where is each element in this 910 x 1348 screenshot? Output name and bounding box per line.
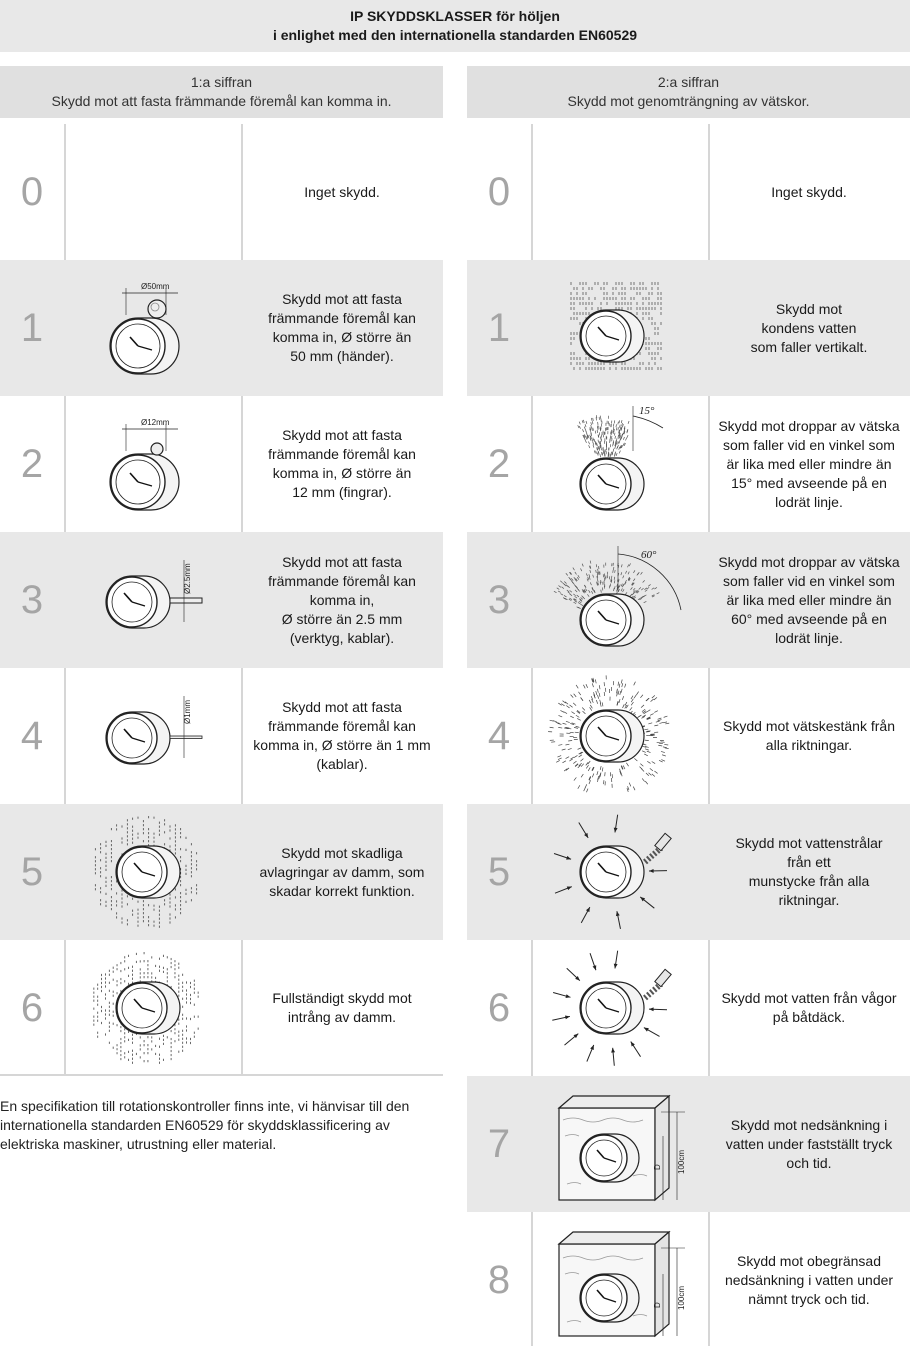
clock-vertical-drops-icon: [533, 260, 708, 396]
angle-label: 60°: [641, 549, 657, 561]
clock-submersion-tank-icon: [533, 1212, 708, 1348]
ip-second-row-7: [467, 1076, 910, 1212]
protection-description: Skydd mot obegränsad nedsänkning i vatten under nämnt tryck och tid.: [724, 1252, 894, 1307]
dimension-label: Ø12mm: [141, 418, 170, 427]
protection-description: Fullständigt skydd mot intrång av damm.: [272, 990, 412, 1025]
protection-description: Inget skydd.: [771, 183, 847, 200]
ip-second-row-5: [467, 804, 910, 940]
table-bottom-rule: [0, 1074, 443, 1076]
second-digit-subheading: Skydd mot genomträngning av vätskor.: [567, 93, 810, 109]
protection-description: Skydd mot skadliga avlagringar av damm, som skadar korrekt funktion.: [259, 844, 425, 899]
protection-description: Skydd mot kondens vatten som faller vertikalt.: [750, 300, 868, 355]
protection-description: Skydd mot att fasta främmande föremål kan komma in, Ø större än 50 mm (händer).: [268, 291, 416, 364]
ip-digit: 2: [487, 441, 511, 486]
depth-d-label: D: [653, 1302, 662, 1308]
ip-first-row-4: [0, 668, 443, 804]
depth-label: 100cm: [677, 1149, 686, 1174]
second-digit-column: [467, 66, 910, 1348]
ip-digit: 3: [487, 577, 511, 622]
ip-second-row-3: [467, 532, 910, 668]
second-digit-heading: 2:a siffran: [657, 74, 720, 90]
ip-digit: 8: [487, 1257, 511, 1302]
ip-first-row-2: [0, 396, 443, 532]
protection-description: Skydd mot nedsänkning i vatten under fastställt tryck och tid.: [725, 1116, 893, 1171]
depth-d-label: D: [653, 1164, 662, 1170]
protection-description: Skydd mot droppar av vätska som faller vid en vinkel som är lika med eller mindre än 60° med avseende på en lodrät linje.: [718, 553, 900, 646]
clock-splash-all-directions-icon: [533, 668, 708, 804]
ip-digit: 4: [20, 713, 44, 758]
ip-digit: 5: [487, 849, 511, 894]
ip-digit: 2: [20, 441, 44, 486]
protection-description: Skydd mot att fasta främmande föremål kan komma in, Ø större än 1 mm (kablar).: [253, 699, 431, 772]
ip-first-row-1: [0, 260, 443, 396]
ip-second-row-6: [467, 940, 910, 1076]
ip-second-row-2: [467, 396, 910, 532]
footnote: En specifikation till rotationskontroller finns inte, vi hänvisar till den internationella standarden EN60529 för skyddsklassificering av elektriska maskiner, utrustning eller material.: [0, 1098, 410, 1152]
ip-digit: 0: [20, 169, 44, 214]
protection-description: Inget skydd.: [304, 183, 380, 200]
ip-digit: 6: [487, 985, 511, 1030]
clock-with-12mm-sphere-icon: [66, 396, 241, 532]
ip-digit: 6: [20, 985, 44, 1030]
first-digit-heading: 1:a siffran: [190, 74, 253, 90]
angle-label: 15°: [639, 405, 655, 417]
ip-digit: 0: [487, 169, 511, 214]
clock-with-50mm-sphere-icon: [66, 260, 241, 396]
clock-with-1mm-wire-icon: [66, 668, 241, 804]
page-subtitle: i enlighet med den internationella standarden EN60529: [272, 27, 638, 43]
clock-15-degree-drops-icon: [533, 396, 708, 532]
ip-digit: 1: [487, 305, 511, 350]
clock-in-dust-icon: [66, 804, 241, 940]
protection-description: Skydd mot att fasta främmande föremål kan komma in, Ø större än 2.5 mm (verktyg, kablar).: [268, 553, 416, 646]
clock-water-jets-icon: [533, 804, 708, 940]
ip-first-row-0: [0, 124, 443, 260]
first-digit-header: [0, 66, 443, 118]
depth-label: 100cm: [677, 1285, 686, 1310]
dimension-label: Ø50mm: [141, 282, 170, 291]
first-digit-column: [0, 66, 443, 1076]
first-digit-subheading: Skydd mot att fasta främmande föremål kan komma in.: [51, 93, 392, 109]
dimension-label: Ø2.5mm: [183, 563, 192, 594]
protection-description: Skydd mot att fasta främmande föremål kan komma in, Ø större än 12 mm (fingrar).: [268, 427, 416, 500]
ip-digit: 7: [487, 1121, 511, 1166]
second-digit-header: [467, 66, 910, 118]
ip-digit: 1: [20, 305, 44, 350]
title-bar: [0, 0, 910, 52]
protection-description: Skydd mot vattenstrålar från ett munstycke från alla riktningar.: [735, 835, 883, 908]
page-title: IP SKYDDSKLASSER för höljen: [350, 8, 560, 24]
dimension-label: Ø1mm: [183, 700, 192, 724]
clock-in-dense-dust-icon: [66, 940, 241, 1076]
ip-first-row-5: [0, 804, 443, 940]
ip-second-row-1: [467, 260, 910, 396]
ip-second-row-0: [467, 124, 910, 260]
ip-first-row-6: [0, 940, 443, 1076]
protection-description: Skydd mot droppar av vätska som faller vid en vinkel som är lika med eller mindre än 15° med avseende på en lodrät linje.: [718, 417, 900, 510]
protection-description: Skydd mot vätskestänk från alla riktningar.: [723, 718, 895, 753]
ip-second-row-4: [467, 668, 910, 804]
ip-digit: 3: [20, 577, 44, 622]
clock-with-2-5mm-wire-icon: [66, 532, 241, 668]
clock-immersion-tank-icon: [533, 1076, 708, 1212]
protection-description: Skydd mot vatten från vågor på båtdäck.: [721, 990, 897, 1025]
ip-digit: 5: [20, 849, 44, 894]
clock-heavy-seas-icon: [533, 940, 708, 1076]
ip-second-row-8: [467, 1212, 910, 1348]
ip-first-row-3: [0, 532, 443, 668]
clock-60-degree-spray-icon: [533, 532, 708, 668]
ip-digit: 4: [487, 713, 511, 758]
